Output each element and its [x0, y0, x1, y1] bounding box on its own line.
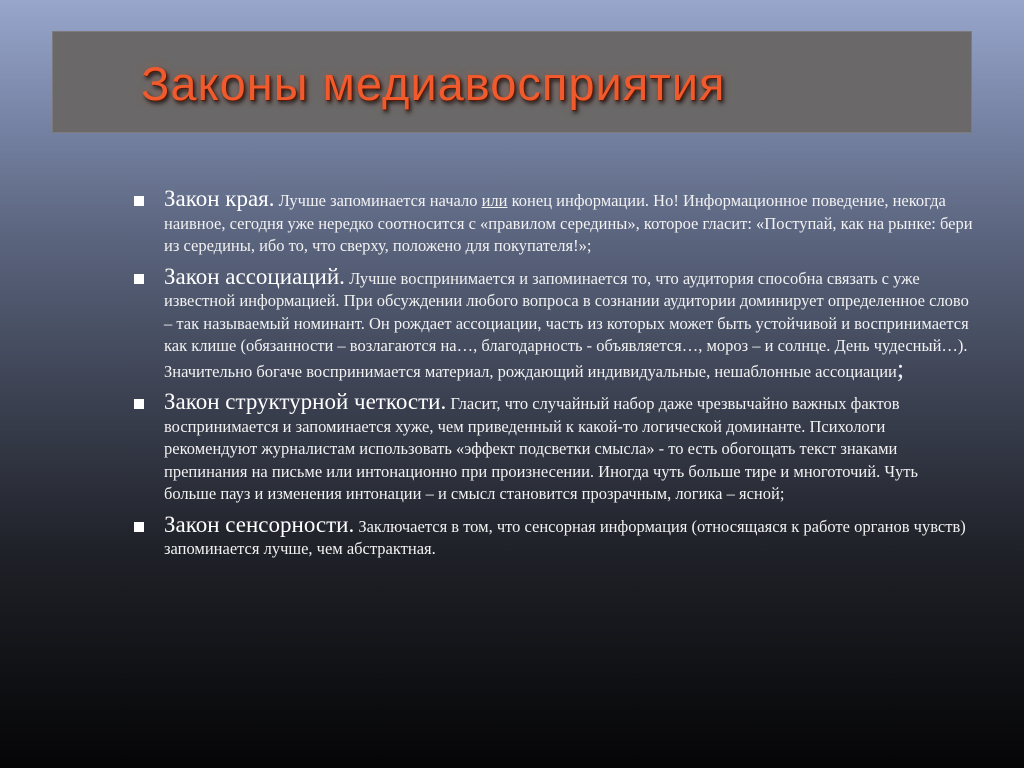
- bullet-text: конец информации. Но! Информационное поведение, некогда наивное, сегодня уже нередко соотносится с «правилом середины», которое гласит: «Поступай, как на рынке: бери из середины, ибо то, что сверху, положено для покупателя!»;: [164, 191, 973, 255]
- bullet-item-association-law: [134, 263, 974, 384]
- slide-title: Законы медиавосприятия: [141, 57, 726, 110]
- bullet-item-sensory-law: [134, 511, 974, 561]
- bullet-text: Заключается в том, что сенсорная информация (относящаяся к работе органов чувств) запоминается лучше, чем абстрактная.: [164, 516, 966, 558]
- bullet-item-edge-law: [134, 188, 974, 258]
- bullet-heading: Закон сенсорности.: [164, 511, 355, 537]
- title-bar: [52, 31, 972, 133]
- bullet-item-structure-law: [134, 391, 974, 506]
- square-bullet-icon: [134, 522, 144, 532]
- bullet-text: Лучше запоминается начало: [274, 191, 482, 210]
- bullet-heading: Закон ассоциаций.: [164, 263, 345, 289]
- bullet-heading: Закон края.: [164, 186, 275, 211]
- square-bullet-icon: [134, 196, 144, 206]
- square-bullet-icon: [134, 399, 144, 409]
- bullet-heading: Закон структурной четкости.: [164, 389, 447, 414]
- underlined-word: или: [481, 191, 508, 210]
- bullet-tail: ;: [896, 353, 905, 383]
- bullet-text: Лучше воспринимается и запоминается то, что аудитория способна связать с уже известной информацией. При обсуждении любого вопроса в сознании аудитории доминирует определенное слово – так называемый номинант. Он рождает ассоциации, часть из которых может быть устойчивой и воспринимается как клише (обязанности – возлагаются на…, благодарность - объявляется…, мороз – и солнце. День чудесный…). Значительно богаче воспринимается материал, рождающий индивидуальные, нешаблонные ассоциации: [164, 268, 969, 381]
- bullet-list: [134, 188, 974, 569]
- square-bullet-icon: [134, 274, 144, 284]
- bullet-text: Гласит, что случайный набор даже чрезвычайно важных фактов воспринимается и запоминается хуже, чем приведенный к какой-то логической доминанте. Психологи рекомендуют журналистам использовать «эффект подсветки смысла» - то есть обогощать текст знаками препинания на письме или интонационно при произнесении. Иногда чуть больше тире и многоточий. Чуть больше пауз и изменения интонации – и смысл становится прозрачным, логика – ясной;: [164, 394, 919, 503]
